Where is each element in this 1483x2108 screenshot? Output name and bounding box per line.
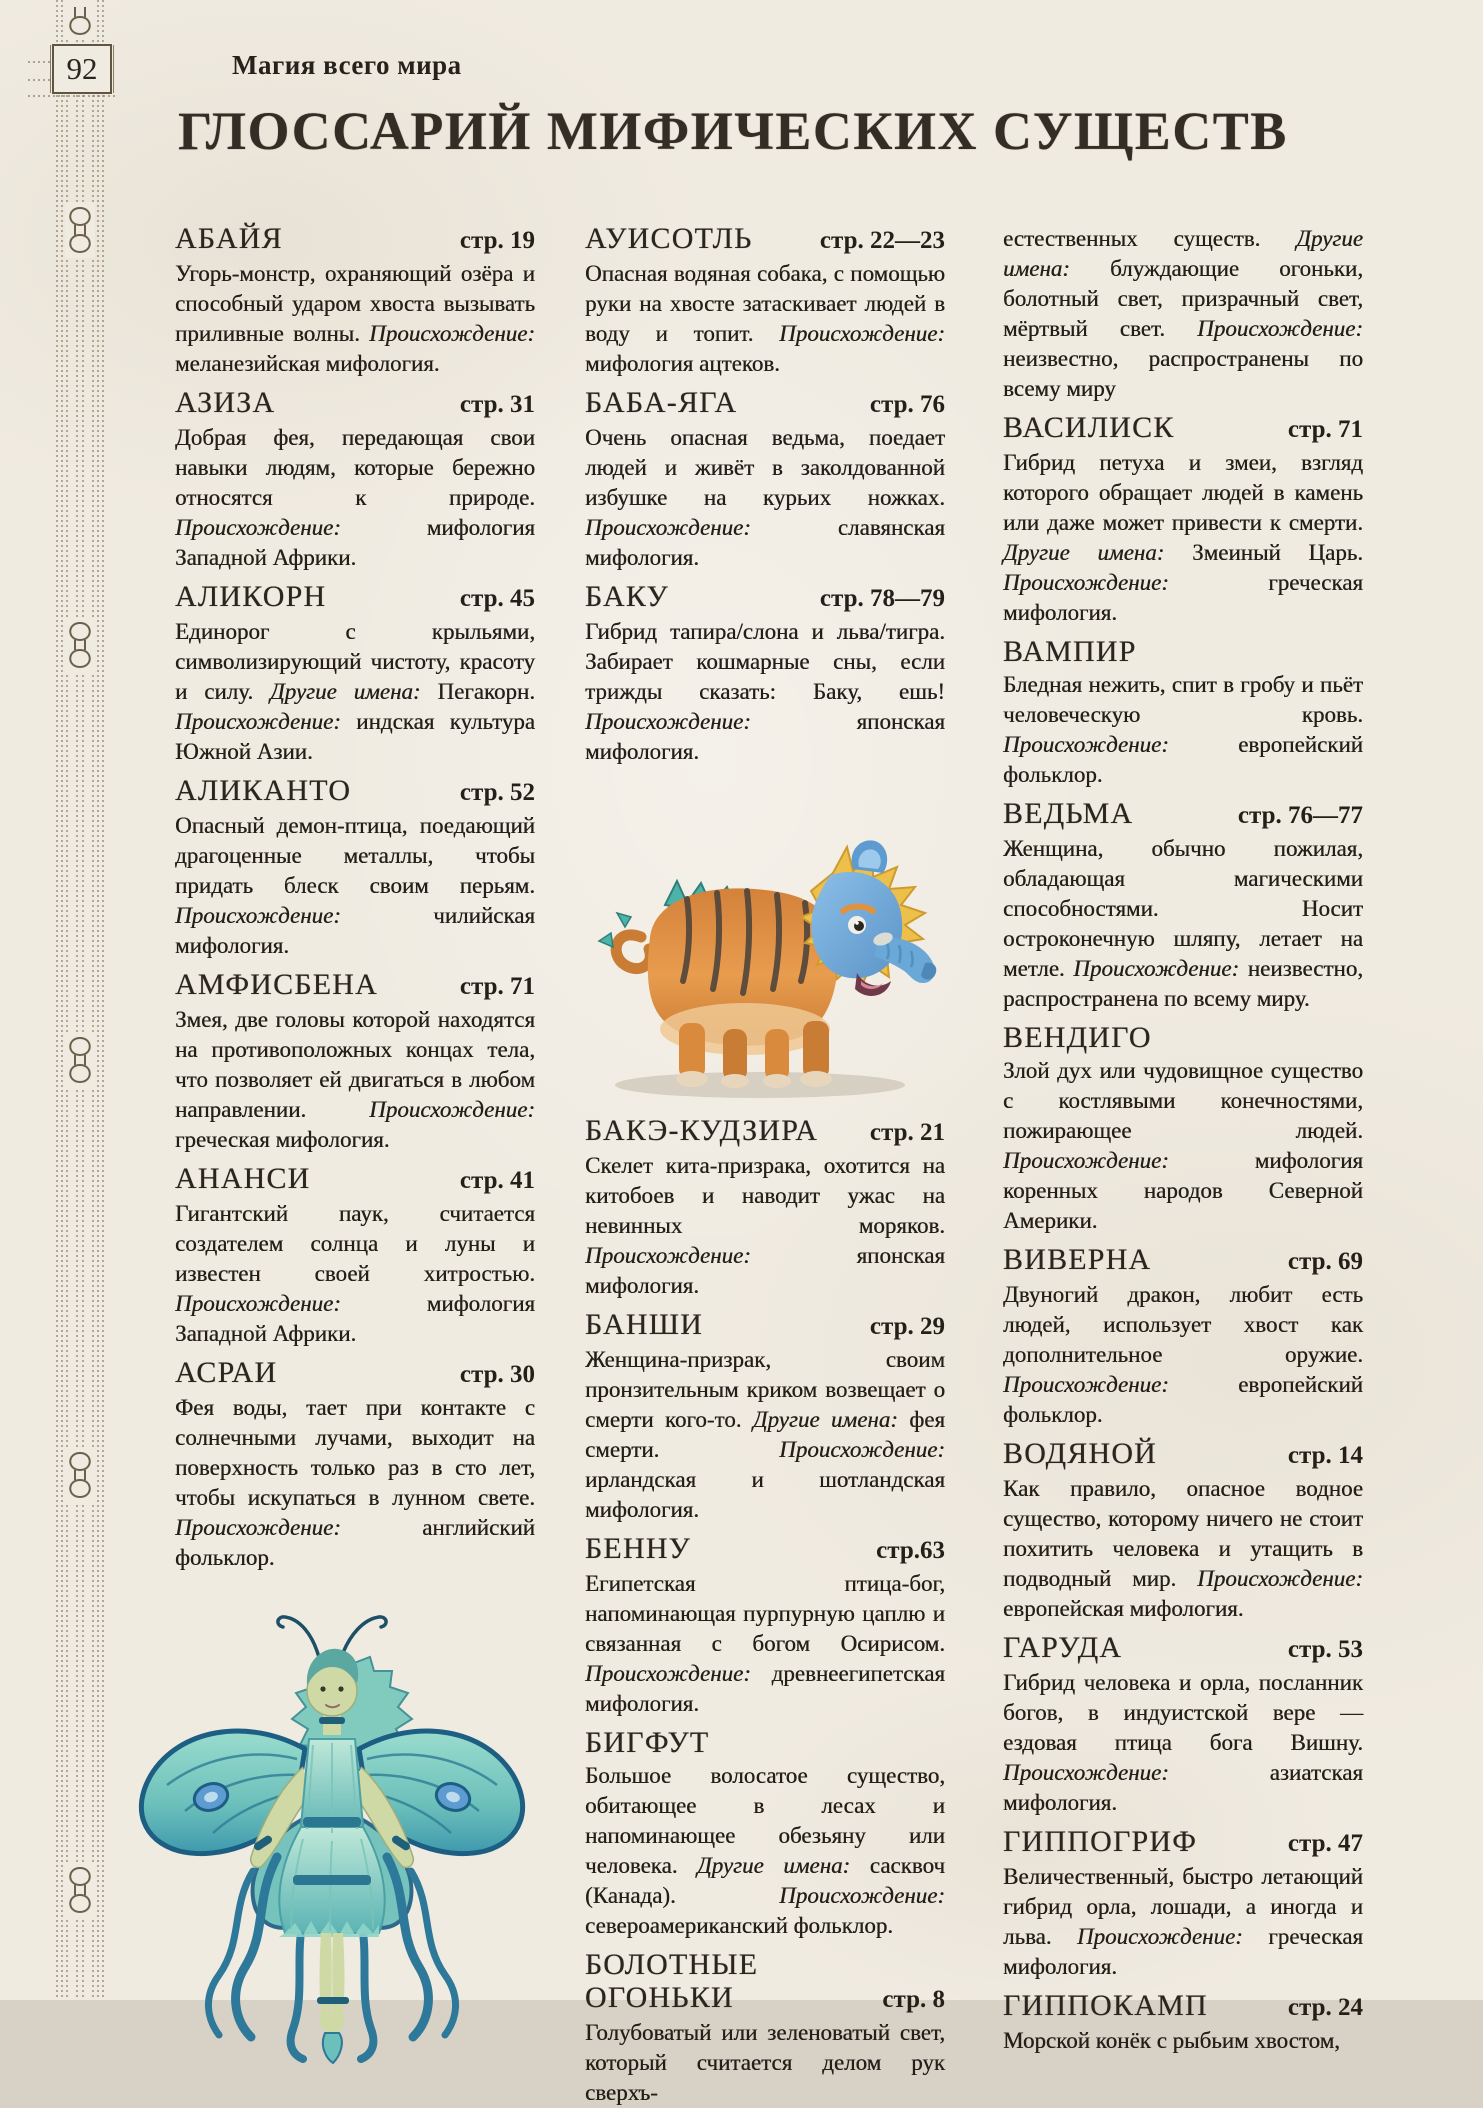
asrai-fairy-illustration	[127, 1589, 537, 2067]
glossary-column-3	[1003, 222, 1363, 2056]
entry-description: Египетская птица-бог, напоминающая пурпурную цаплю и связанная с богом Осирисом. Происхождение: древнеегипетская мифология.	[585, 1571, 945, 1716]
glossary-entry	[585, 1114, 945, 1301]
page-number: 92	[66, 51, 98, 86]
glossary-entry	[1003, 1437, 1363, 1624]
entry-page-ref: стр. 53	[1287, 1636, 1363, 1663]
entry-page-ref: стр. 69	[1287, 1248, 1363, 1275]
glossary-entry	[1003, 1989, 1363, 2056]
entry-page-ref: стр. 52	[459, 779, 535, 806]
entry-description: Злой дух или чудовищное существо с костлявыми конечностями, пожирающее людей. Происхождение: мифология коренных народов Северной Америки.	[1003, 1058, 1363, 1233]
entry-description: Двуногий дракон, любит есть людей, использует хвост как дополнительное оружие. Происхождение: европейский фольклор.	[1003, 1282, 1363, 1427]
entry-name: ВИВЕРНА	[1003, 1243, 1152, 1276]
entry-name: ВАМПИР	[1003, 635, 1137, 668]
entry-page-ref: стр. 19	[459, 227, 535, 254]
entry-description: Очень опасная ведьма, поедает людей и живёт в заколдованной избушке на курьих ножках. Происхождение: славянская мифология.	[585, 425, 945, 570]
entry-name: АМФИСБЕНА	[175, 968, 379, 1001]
glossary-entry	[175, 222, 535, 379]
entry-page-ref: стр. 76—77	[1237, 802, 1363, 829]
entry-name: ОГОНЬКИ	[585, 1981, 734, 2014]
entry-description: Змея, две головы которой находятся на противоположных концах тела, что позволяет ей двигаться в любом направлении. Происхождение: греческая мифология.	[175, 1007, 535, 1152]
entry-description: Женщина, обычно пожилая, обладающая магическими способностями. Носит остроконечную шляпу, летает на метле. Происхождение: неизвестно, распространена по всему миру.	[1003, 836, 1363, 1011]
entry-name: АЛИКАНТО	[175, 774, 352, 807]
entry-name: БАБА-ЯГА	[585, 386, 738, 419]
entry-name: ВОДЯНОЙ	[1003, 1437, 1158, 1470]
entry-page-ref: стр. 71	[1287, 416, 1363, 443]
entry-name: ГАРУДА	[1003, 1631, 1123, 1664]
entry-name: АЛИКОРН	[175, 580, 327, 613]
entry-page-ref: стр. 47	[1287, 1830, 1363, 1857]
glossary-entry	[585, 222, 945, 379]
entry-description: Большое волосатое существо, обитающее в лесах и напоминающее обезьяну или человека. Другие имена: сасквоч (Канада). Происхождение: североамериканский фольклор.	[585, 1763, 945, 1938]
entry-page-ref: стр. 8	[882, 1986, 945, 2013]
running-head: Магия всего мира	[232, 50, 462, 80]
glossary-entry	[175, 1162, 535, 1349]
entry-name: ВЕНДИГО	[1003, 1021, 1152, 1054]
entry-page-ref: стр. 29	[869, 1313, 945, 1340]
glossary-column-1	[175, 222, 535, 2069]
glossary-entry	[1003, 1021, 1363, 1236]
entry-description: Фея воды, тает при контакте с солнечными лучами, выходит на поверхность только раз в сто лет, чтобы искупаться в лунном свете. Происхождение: английский фольклор.	[175, 1395, 535, 1570]
glossary-entry	[1003, 1825, 1363, 1982]
entry-page-ref: стр. 78—79	[819, 585, 945, 612]
entry-page-ref: стр. 76	[869, 391, 945, 418]
entry-description: Бледная нежить, спит в гробу и пьёт человеческую кровь. Происхождение: европейский фольклор.	[1003, 672, 1363, 787]
entry-name: АСРАИ	[175, 1356, 278, 1389]
entry-page-ref: стр. 41	[459, 1167, 535, 1194]
glossary-entry	[175, 968, 535, 1155]
glossary-column-2	[585, 222, 945, 2108]
entry-description: Морской конёк с рыбьим хвостом,	[1003, 2028, 1340, 2053]
glossary-entry	[175, 774, 535, 961]
entry-page-ref: стр.63	[876, 1537, 945, 1564]
entry-page-ref: стр. 31	[459, 391, 535, 418]
entry-description: Гигантский паук, считается создателем солнца и луны и известен своей хитростью. Происхождение: мифология Западной Африки.	[175, 1201, 535, 1346]
entry-name: БАКЭ-КУДЗИРА	[585, 1114, 819, 1147]
entry-description: Гибрид человека и орла, посланник богов, в индуистской вере — ездовая птица бога Вишну. Происхождение: азиатская мифология.	[1003, 1670, 1363, 1815]
entry-description: Гибрид петуха и змеи, взгляд которого обращает людей в камень или даже может привести к смерти. Другие имена: Змеиный Царь. Происхождение: греческая мифология.	[1003, 450, 1363, 625]
entry-description: Величественный, быстро летающий гибрид орла, лошади, а иногда и льва. Происхождение: греческая мифология.	[1003, 1864, 1363, 1979]
entry-page-ref: стр. 30	[459, 1361, 535, 1388]
entry-description: естественных существ. Другие имена: блуждающие огоньки, болотный свет, призрачный свет, мёртвый свет. Происхождение: неизвестно, распространены по всему миру	[1003, 226, 1363, 401]
entry-name: ГИППОКАМП	[1003, 1989, 1208, 2022]
entry-description: Опасный демон-птица, поедающий драгоценные металлы, чтобы придать блеск своим перьям. Происхождение: чилийская мифология.	[175, 813, 535, 958]
entry-page-ref: стр. 45	[459, 585, 535, 612]
entry-description: Скелет кита-призрака, охотится на китобоев и наводит ужас на невинных моряков. Происхождение: японская мифология.	[585, 1153, 945, 1298]
entry-description: Гибрид тапира/слона и льва/тигра. Забирает кошмарные сны, если трижды сказать: Баку, ешь! Происхождение: японская мифология.	[585, 619, 945, 764]
knot-ornaments	[65, 0, 95, 1918]
glossary-entry	[585, 1532, 945, 1719]
ornamental-border	[28, 0, 118, 2000]
glossary-entry	[1003, 797, 1363, 1014]
entry-description: Добрая фея, передающая свои навыки людям, которые бережно относятся к природе. Происхождение: мифология Западной Африки.	[175, 425, 535, 570]
glossary-entry	[585, 1726, 945, 1941]
glossary-entry	[1003, 224, 1363, 404]
entry-name: БАНШИ	[585, 1308, 704, 1341]
entry-name: ВЕДЬМА	[1003, 797, 1134, 830]
entry-name: БЕННУ	[585, 1532, 692, 1565]
glossary-entry	[1003, 1243, 1363, 1430]
glossary-entry	[1003, 1631, 1363, 1818]
entry-name: АЗИЗА	[175, 386, 276, 419]
entry-page-ref: стр. 14	[1287, 1442, 1363, 1469]
entry-description: Угорь-монстр, охраняющий озёра и способный ударом хвоста вызывать приливные волны. Происхождение: меланезийская мифология.	[175, 261, 535, 376]
entry-name: АБАЙЯ	[175, 222, 283, 255]
glossary-entry	[1003, 411, 1363, 628]
entry-page-ref: стр. 21	[869, 1119, 945, 1146]
glossary-entry	[585, 580, 945, 767]
entry-name: БИГФУТ	[585, 1726, 710, 1759]
entry-page-ref: стр. 22—23	[819, 227, 945, 254]
entry-description: Как правило, опасное водное существо, которому ничего не стоит похитить человека и утащить в подводный мир. Происхождение: европейская мифология.	[1003, 1476, 1363, 1621]
entry-name: ГИППОГРИФ	[1003, 1825, 1198, 1858]
entry-page-ref: стр. 71	[459, 973, 535, 1000]
glossary-entry	[175, 386, 535, 573]
glossary-entry	[1003, 635, 1363, 790]
entry-name: АНАНСИ	[175, 1162, 311, 1195]
glossary-entry	[585, 1308, 945, 1525]
page-title: ГЛОССАРИЙ МИФИЧЕСКИХ СУЩЕСТВ	[178, 101, 1288, 161]
entry-page-ref: стр. 24	[1287, 1994, 1363, 2021]
entry-description: Женщина-призрак, своим пронзительным криком возвещает о смерти кого-то. Другие имена: фея смерти. Происхождение: ирландская и шотландская мифология.	[585, 1347, 945, 1522]
glossary-entry	[585, 386, 945, 573]
entry-name: ВАСИЛИСК	[1003, 411, 1175, 444]
page-number-box	[52, 44, 112, 94]
glossary-entry	[585, 1948, 945, 2108]
baku-illustration	[595, 777, 935, 1107]
entry-name: БАКУ	[585, 580, 669, 613]
glossary-entry	[175, 1356, 535, 1573]
glossary-entry	[175, 580, 535, 767]
entry-description: Голубоватый или зеленоватый свет, который считается делом рук сверхъ-	[585, 2020, 945, 2105]
entry-description: Единорог с крыльями, символизирующий чистоту, красоту и силу. Другие имена: Пегакорн. Происхождение: индская культура Южной Азии.	[175, 619, 535, 764]
entry-name: АУИСОТЛЬ	[585, 222, 753, 255]
entry-name: БОЛОТНЫЕ	[585, 1948, 759, 1981]
entry-description: Опасная водяная собака, с помощью руки на хвосте затаскивает людей в воду и топит. Происхождение: мифология ацтеков.	[585, 261, 945, 376]
